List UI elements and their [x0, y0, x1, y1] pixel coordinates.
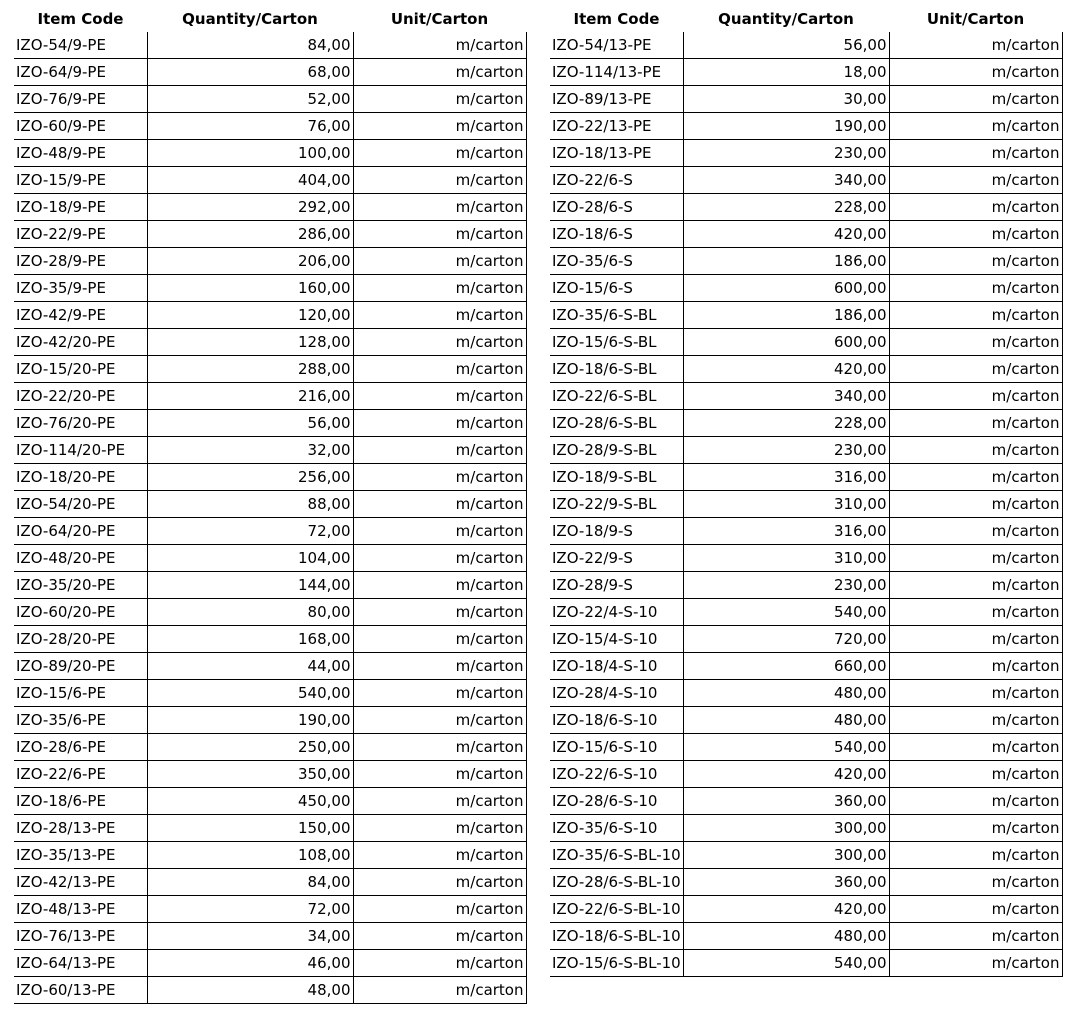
item-code-cell: IZO-48/13-PE: [14, 896, 147, 923]
table-row: [550, 59, 1062, 86]
unit-cell: m/carton: [889, 383, 1062, 410]
unit-cell: m/carton: [889, 896, 1062, 923]
right-table-body: [550, 32, 1062, 977]
item-code-cell: IZO-15/6-S-10: [550, 734, 683, 761]
unit-cell: m/carton: [889, 86, 1062, 113]
table-row: [14, 221, 526, 248]
quantity-cell: 56,00: [683, 32, 889, 59]
table-row: [14, 329, 526, 356]
unit-cell: m/carton: [353, 167, 526, 194]
quantity-cell: 84,00: [147, 869, 353, 896]
item-code-cell: IZO-22/6-PE: [14, 761, 147, 788]
item-code-cell: IZO-60/13-PE: [14, 977, 147, 1004]
item-code-cell: IZO-35/13-PE: [14, 842, 147, 869]
unit-cell: m/carton: [353, 491, 526, 518]
table-row: [550, 167, 1062, 194]
quantity-cell: 404,00: [147, 167, 353, 194]
item-code-cell: IZO-15/4-S-10: [550, 626, 683, 653]
item-code-cell: IZO-28/9-PE: [14, 248, 147, 275]
unit-header: Unit/Carton: [390, 10, 489, 28]
item-code-cell: IZO-15/6-PE: [14, 680, 147, 707]
table-row: [550, 896, 1062, 923]
unit-cell: m/carton: [353, 977, 526, 1004]
table-row: [550, 329, 1062, 356]
item-code-cell: IZO-114/20-PE: [14, 437, 147, 464]
item-code-cell: IZO-28/6-S: [550, 194, 683, 221]
table-row: [550, 815, 1062, 842]
item-code-header: Item Code: [573, 10, 660, 28]
item-code-cell: IZO-18/9-S-BL: [550, 464, 683, 491]
table-row: [550, 113, 1062, 140]
unit-cell: m/carton: [353, 572, 526, 599]
item-code-cell: IZO-22/6-S: [550, 167, 683, 194]
unit-cell: m/carton: [889, 788, 1062, 815]
table-row: [550, 302, 1062, 329]
unit-cell: m/carton: [353, 86, 526, 113]
table-row: [14, 491, 526, 518]
item-code-cell: IZO-35/6-PE: [14, 707, 147, 734]
table-row: [14, 464, 526, 491]
table-row: [14, 356, 526, 383]
table-row: [550, 464, 1062, 491]
quantity-cell: 168,00: [147, 626, 353, 653]
item-code-cell: IZO-64/13-PE: [14, 950, 147, 977]
item-code-cell: IZO-18/6-S: [550, 221, 683, 248]
quantity-cell: 128,00: [147, 329, 353, 356]
table-row: [14, 653, 526, 680]
quantity-cell: 46,00: [147, 950, 353, 977]
item-code-cell: IZO-54/20-PE: [14, 491, 147, 518]
unit-cell: m/carton: [889, 545, 1062, 572]
table-row: [550, 410, 1062, 437]
table-row: [14, 194, 526, 221]
quantity-cell: 350,00: [147, 761, 353, 788]
unit-cell: m/carton: [353, 437, 526, 464]
quantity-cell: 300,00: [683, 842, 889, 869]
unit-cell: m/carton: [353, 653, 526, 680]
item-code-cell: IZO-48/20-PE: [14, 545, 147, 572]
table-row: [14, 140, 526, 167]
unit-cell: m/carton: [353, 275, 526, 302]
quantity-cell: 34,00: [147, 923, 353, 950]
unit-cell: m/carton: [889, 464, 1062, 491]
table-row: [550, 788, 1062, 815]
quantity-cell: 720,00: [683, 626, 889, 653]
item-code-header: Item Code: [37, 10, 124, 28]
table-row: [14, 248, 526, 275]
item-code-cell: IZO-15/6-S: [550, 275, 683, 302]
unit-cell: m/carton: [353, 194, 526, 221]
item-code-cell: IZO-18/13-PE: [550, 140, 683, 167]
quantity-cell: 420,00: [683, 356, 889, 383]
quantity-cell: 288,00: [147, 356, 353, 383]
unit-cell: m/carton: [353, 302, 526, 329]
quantity-cell: 256,00: [147, 464, 353, 491]
quantity-cell: 68,00: [147, 59, 353, 86]
item-code-cell: IZO-54/13-PE: [550, 32, 683, 59]
item-code-cell: IZO-18/6-S-BL: [550, 356, 683, 383]
table-row: [14, 302, 526, 329]
unit-cell: m/carton: [889, 194, 1062, 221]
unit-cell: m/carton: [353, 464, 526, 491]
unit-cell: m/carton: [889, 599, 1062, 626]
unit-cell: m/carton: [889, 302, 1062, 329]
table-row: [14, 815, 526, 842]
item-code-cell: IZO-89/13-PE: [550, 86, 683, 113]
unit-cell: m/carton: [353, 410, 526, 437]
item-code-cell: IZO-22/6-S-10: [550, 761, 683, 788]
quantity-cell: 230,00: [683, 140, 889, 167]
quantity-header: Quantity/Carton: [182, 10, 318, 28]
quantity-cell: 44,00: [147, 653, 353, 680]
item-code-cell: IZO-22/6-S-BL: [550, 383, 683, 410]
unit-cell: m/carton: [353, 32, 526, 59]
item-code-cell: IZO-18/6-PE: [14, 788, 147, 815]
item-code-cell: IZO-28/6-PE: [14, 734, 147, 761]
table-row: [14, 761, 526, 788]
unit-cell: m/carton: [353, 221, 526, 248]
quantity-cell: 600,00: [683, 275, 889, 302]
quantity-cell: 120,00: [147, 302, 353, 329]
quantity-cell: 80,00: [147, 599, 353, 626]
table-row: [14, 572, 526, 599]
unit-cell: m/carton: [889, 761, 1062, 788]
unit-cell: m/carton: [889, 923, 1062, 950]
unit-cell: m/carton: [889, 734, 1062, 761]
item-code-cell: IZO-76/13-PE: [14, 923, 147, 950]
table-row: [14, 410, 526, 437]
table-row: [14, 950, 526, 977]
table-row: [14, 545, 526, 572]
unit-cell: m/carton: [353, 842, 526, 869]
unit-cell: m/carton: [889, 680, 1062, 707]
table-row: [14, 923, 526, 950]
quantity-cell: 186,00: [683, 248, 889, 275]
table-row: [14, 383, 526, 410]
table-row: [14, 977, 526, 1004]
quantity-cell: 340,00: [683, 167, 889, 194]
quantity-cell: 76,00: [147, 113, 353, 140]
quantity-cell: 540,00: [683, 950, 889, 977]
quantity-cell: 480,00: [683, 923, 889, 950]
right-product-table: [550, 6, 1063, 977]
item-code-cell: IZO-76/9-PE: [14, 86, 147, 113]
unit-cell: m/carton: [889, 356, 1062, 383]
quantity-cell: 190,00: [147, 707, 353, 734]
quantity-cell: 480,00: [683, 707, 889, 734]
quantity-cell: 30,00: [683, 86, 889, 113]
table-row: [14, 788, 526, 815]
quantity-cell: 206,00: [147, 248, 353, 275]
table-row: [550, 599, 1062, 626]
quantity-cell: 72,00: [147, 518, 353, 545]
quantity-cell: 250,00: [147, 734, 353, 761]
quantity-cell: 292,00: [147, 194, 353, 221]
quantity-cell: 310,00: [683, 545, 889, 572]
item-code-cell: IZO-28/6-S-BL: [550, 410, 683, 437]
quantity-cell: 360,00: [683, 869, 889, 896]
unit-cell: m/carton: [353, 599, 526, 626]
quantity-cell: 18,00: [683, 59, 889, 86]
item-code-cell: IZO-35/9-PE: [14, 275, 147, 302]
unit-cell: m/carton: [353, 923, 526, 950]
table-row: [550, 221, 1062, 248]
unit-cell: m/carton: [353, 788, 526, 815]
quantity-cell: 600,00: [683, 329, 889, 356]
unit-cell: m/carton: [889, 59, 1062, 86]
quantity-cell: 540,00: [147, 680, 353, 707]
unit-cell: m/carton: [889, 248, 1062, 275]
quantity-cell: 230,00: [683, 572, 889, 599]
unit-cell: m/carton: [889, 842, 1062, 869]
header-row: [550, 6, 1062, 32]
quantity-cell: 420,00: [683, 221, 889, 248]
item-code-cell: IZO-48/9-PE: [14, 140, 147, 167]
unit-cell: m/carton: [353, 815, 526, 842]
unit-cell: m/carton: [889, 653, 1062, 680]
item-code-cell: IZO-15/9-PE: [14, 167, 147, 194]
item-code-cell: IZO-35/20-PE: [14, 572, 147, 599]
quantity-cell: 316,00: [683, 518, 889, 545]
quantity-cell: 420,00: [683, 896, 889, 923]
item-code-cell: IZO-28/13-PE: [14, 815, 147, 842]
item-code-cell: IZO-35/6-S-10: [550, 815, 683, 842]
item-code-cell: IZO-42/20-PE: [14, 329, 147, 356]
item-code-cell: IZO-22/13-PE: [550, 113, 683, 140]
unit-cell: m/carton: [353, 140, 526, 167]
quantity-cell: 230,00: [683, 437, 889, 464]
unit-cell: m/carton: [889, 707, 1062, 734]
table-row: [550, 140, 1062, 167]
table-row: [14, 113, 526, 140]
quantity-cell: 420,00: [683, 761, 889, 788]
unit-cell: m/carton: [889, 491, 1062, 518]
table-row: [550, 383, 1062, 410]
item-code-cell: IZO-114/13-PE: [550, 59, 683, 86]
quantity-cell: 52,00: [147, 86, 353, 113]
unit-cell: m/carton: [353, 356, 526, 383]
unit-cell: m/carton: [353, 329, 526, 356]
quantity-cell: 108,00: [147, 842, 353, 869]
item-code-cell: IZO-28/20-PE: [14, 626, 147, 653]
unit-cell: m/carton: [353, 113, 526, 140]
table-row: [14, 437, 526, 464]
table-row: [550, 545, 1062, 572]
item-code-cell: IZO-42/13-PE: [14, 869, 147, 896]
quantity-cell: 300,00: [683, 815, 889, 842]
table-row: [14, 626, 526, 653]
item-code-cell: IZO-60/9-PE: [14, 113, 147, 140]
unit-cell: m/carton: [889, 221, 1062, 248]
unit-cell: m/carton: [353, 59, 526, 86]
quantity-cell: 660,00: [683, 653, 889, 680]
quantity-cell: 160,00: [147, 275, 353, 302]
table-row: [550, 626, 1062, 653]
table-row: [14, 599, 526, 626]
table-row: [14, 869, 526, 896]
table-row: [550, 869, 1062, 896]
item-code-cell: IZO-18/20-PE: [14, 464, 147, 491]
table-row: [550, 842, 1062, 869]
table-row: [550, 950, 1062, 977]
table-row: [14, 86, 526, 113]
quantity-cell: 150,00: [147, 815, 353, 842]
unit-cell: m/carton: [353, 545, 526, 572]
table-row: [550, 572, 1062, 599]
table-row: [550, 923, 1062, 950]
table-row: [550, 518, 1062, 545]
unit-cell: m/carton: [353, 734, 526, 761]
unit-cell: m/carton: [353, 518, 526, 545]
quantity-cell: 72,00: [147, 896, 353, 923]
quantity-cell: 480,00: [683, 680, 889, 707]
table-row: [550, 86, 1062, 113]
quantity-cell: 216,00: [147, 383, 353, 410]
table-row: [14, 734, 526, 761]
quantity-cell: 360,00: [683, 788, 889, 815]
unit-cell: m/carton: [353, 707, 526, 734]
item-code-cell: IZO-28/6-S-BL-10: [550, 869, 683, 896]
item-code-cell: IZO-35/6-S-BL: [550, 302, 683, 329]
unit-cell: m/carton: [889, 518, 1062, 545]
item-code-cell: IZO-28/6-S-10: [550, 788, 683, 815]
quantity-cell: 144,00: [147, 572, 353, 599]
item-code-cell: IZO-18/4-S-10: [550, 653, 683, 680]
item-code-cell: IZO-64/20-PE: [14, 518, 147, 545]
unit-header: Unit/Carton: [926, 10, 1025, 28]
item-code-cell: IZO-42/9-PE: [14, 302, 147, 329]
table-row: [14, 680, 526, 707]
table-row: [14, 896, 526, 923]
table-row: [14, 167, 526, 194]
item-code-cell: IZO-18/9-S: [550, 518, 683, 545]
quantity-cell: 100,00: [147, 140, 353, 167]
table-row: [14, 518, 526, 545]
table-row: [550, 653, 1062, 680]
table-row: [550, 734, 1062, 761]
quantity-header: Quantity/Carton: [718, 10, 854, 28]
quantity-cell: 228,00: [683, 194, 889, 221]
item-code-cell: IZO-15/6-S-BL-10: [550, 950, 683, 977]
table-row: [550, 491, 1062, 518]
table-row: [550, 32, 1062, 59]
table-row: [550, 680, 1062, 707]
table-row: [550, 356, 1062, 383]
quantity-cell: 186,00: [683, 302, 889, 329]
table-row: [14, 707, 526, 734]
quantity-cell: 310,00: [683, 491, 889, 518]
unit-cell: m/carton: [889, 815, 1062, 842]
item-code-cell: IZO-15/6-S-BL: [550, 329, 683, 356]
item-code-cell: IZO-60/20-PE: [14, 599, 147, 626]
item-code-cell: IZO-22/4-S-10: [550, 599, 683, 626]
table-row: [550, 275, 1062, 302]
table-row: [550, 761, 1062, 788]
quantity-cell: 540,00: [683, 734, 889, 761]
unit-cell: m/carton: [889, 626, 1062, 653]
item-code-cell: IZO-22/9-S-BL: [550, 491, 683, 518]
left-product-table: [14, 6, 527, 1004]
item-code-cell: IZO-28/9-S-BL: [550, 437, 683, 464]
item-code-cell: IZO-18/6-S-10: [550, 707, 683, 734]
unit-cell: m/carton: [353, 680, 526, 707]
quantity-cell: 450,00: [147, 788, 353, 815]
unit-cell: m/carton: [889, 275, 1062, 302]
item-code-cell: IZO-28/4-S-10: [550, 680, 683, 707]
unit-cell: m/carton: [889, 950, 1062, 977]
unit-cell: m/carton: [889, 140, 1062, 167]
item-code-cell: IZO-22/9-S: [550, 545, 683, 572]
item-code-cell: IZO-89/20-PE: [14, 653, 147, 680]
header-row: [14, 6, 526, 32]
quantity-cell: 48,00: [147, 977, 353, 1004]
table-row: [550, 437, 1062, 464]
unit-cell: m/carton: [889, 869, 1062, 896]
unit-cell: m/carton: [889, 113, 1062, 140]
unit-cell: m/carton: [353, 383, 526, 410]
unit-cell: m/carton: [889, 572, 1062, 599]
quantity-cell: 56,00: [147, 410, 353, 437]
item-code-cell: IZO-15/20-PE: [14, 356, 147, 383]
item-code-cell: IZO-18/9-PE: [14, 194, 147, 221]
item-code-cell: IZO-18/6-S-BL-10: [550, 923, 683, 950]
table-row: [14, 59, 526, 86]
quantity-cell: 340,00: [683, 383, 889, 410]
quantity-cell: 228,00: [683, 410, 889, 437]
unit-cell: m/carton: [353, 248, 526, 275]
table-row: [550, 194, 1062, 221]
left-table-body: [14, 32, 526, 1004]
table-row: [550, 707, 1062, 734]
item-code-cell: IZO-64/9-PE: [14, 59, 147, 86]
item-code-cell: IZO-22/9-PE: [14, 221, 147, 248]
unit-cell: m/carton: [889, 329, 1062, 356]
unit-cell: m/carton: [353, 896, 526, 923]
unit-cell: m/carton: [889, 437, 1062, 464]
item-code-cell: IZO-76/20-PE: [14, 410, 147, 437]
item-code-cell: IZO-22/20-PE: [14, 383, 147, 410]
unit-cell: m/carton: [889, 410, 1062, 437]
item-code-cell: IZO-35/6-S-BL-10: [550, 842, 683, 869]
quantity-cell: 32,00: [147, 437, 353, 464]
quantity-cell: 88,00: [147, 491, 353, 518]
table-row: [14, 32, 526, 59]
item-code-cell: IZO-22/6-S-BL-10: [550, 896, 683, 923]
table-row: [14, 275, 526, 302]
unit-cell: m/carton: [889, 167, 1062, 194]
quantity-cell: 84,00: [147, 32, 353, 59]
quantity-cell: 104,00: [147, 545, 353, 572]
unit-cell: m/carton: [353, 950, 526, 977]
quantity-cell: 190,00: [683, 113, 889, 140]
item-code-cell: IZO-35/6-S: [550, 248, 683, 275]
unit-cell: m/carton: [353, 761, 526, 788]
unit-cell: m/carton: [353, 869, 526, 896]
quantity-cell: 540,00: [683, 599, 889, 626]
item-code-cell: IZO-54/9-PE: [14, 32, 147, 59]
table-row: [550, 248, 1062, 275]
quantity-cell: 286,00: [147, 221, 353, 248]
table-row: [14, 842, 526, 869]
quantity-cell: 316,00: [683, 464, 889, 491]
item-code-cell: IZO-28/9-S: [550, 572, 683, 599]
unit-cell: m/carton: [353, 626, 526, 653]
unit-cell: m/carton: [889, 32, 1062, 59]
